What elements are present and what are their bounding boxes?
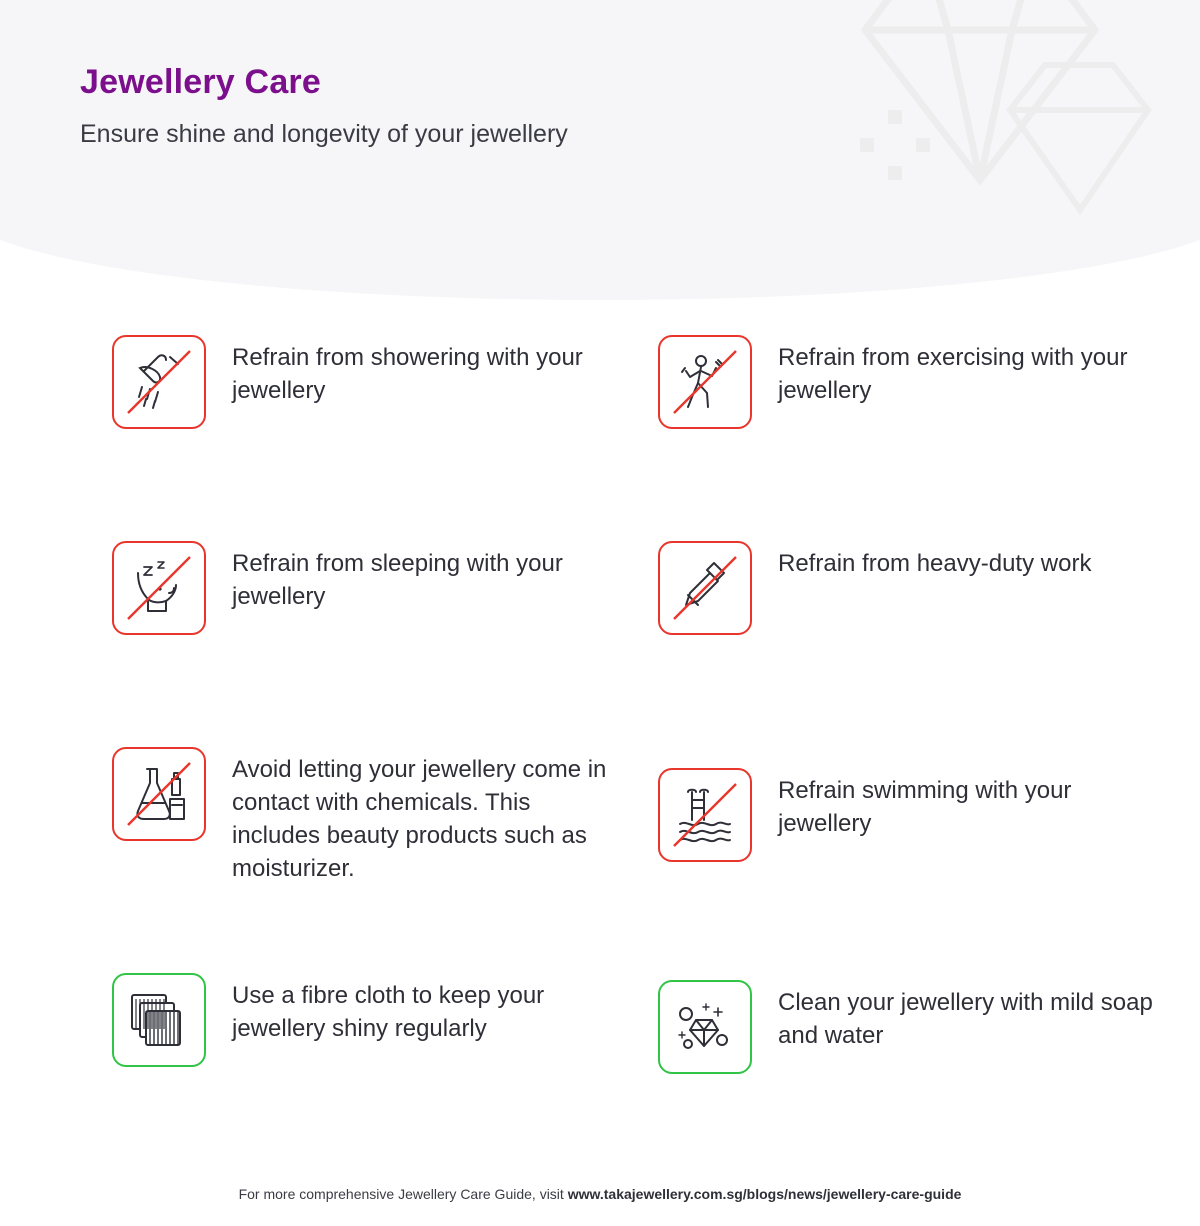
shower-icon (114, 337, 204, 427)
care-item-label: Refrain from exercising with your jewellery (778, 344, 1128, 405)
sleeping-icon (114, 543, 204, 633)
footer-url[interactable]: www.takajewellery.com.sg/blogs/news/jewellery-care-guide (567, 1186, 962, 1202)
hammer-icon-box (658, 541, 752, 635)
fibre-cloth-icon-box (112, 973, 206, 1067)
care-item-clean-soap (658, 980, 1158, 1074)
care-item-label: Avoid letting your jewellery come in contact with chemicals. This includes beauty products such as moisturizer. (232, 756, 607, 883)
care-item-exercising (658, 335, 1158, 429)
care-item-heavy-duty (658, 541, 1091, 635)
care-item-label: Refrain from showering with your jewellery (232, 344, 583, 405)
care-item-label: Use a fibre cloth to keep your jewellery shiny regularly (232, 982, 545, 1043)
diamond-watermark-icon (830, 0, 1170, 270)
care-item-label: Refrain from sleeping with your jewellery (232, 550, 563, 611)
chemicals-icon-box (112, 747, 206, 841)
page-title: Jewellery Care (80, 63, 321, 101)
page-subtitle: Ensure shine and longevity of your jewellery (80, 119, 568, 148)
shower-icon-box (112, 335, 206, 429)
footer-prefix: For more comprehensive Jewellery Care Guide, visit (238, 1186, 568, 1202)
exercise-icon-box (658, 335, 752, 429)
care-item-sleeping (112, 541, 612, 635)
care-item-showering (112, 335, 612, 429)
chemicals-icon (114, 749, 204, 839)
care-item-label: Refrain swimming with your jewellery (778, 777, 1072, 838)
sleeping-icon-box (112, 541, 206, 635)
swimming-pool-icon-box (658, 768, 752, 862)
fibre-cloth-icon (114, 975, 204, 1065)
care-item-label: Refrain from heavy-duty work (778, 550, 1092, 577)
footer (0, 1186, 1200, 1202)
care-item-chemicals (112, 747, 612, 885)
header-band (0, 0, 1200, 320)
soap-bubbles-icon-box (658, 980, 752, 1074)
care-item-fibre-cloth (112, 973, 612, 1067)
exercise-icon (660, 337, 750, 427)
hammer-icon (660, 543, 750, 633)
header-text-block (80, 62, 568, 149)
care-items-grid (0, 330, 1200, 1120)
soap-bubbles-icon (660, 982, 750, 1072)
swimming-pool-icon (660, 770, 750, 860)
care-item-swimming (658, 768, 1158, 862)
care-item-label: Clean your jewellery with mild soap and water (778, 989, 1153, 1050)
